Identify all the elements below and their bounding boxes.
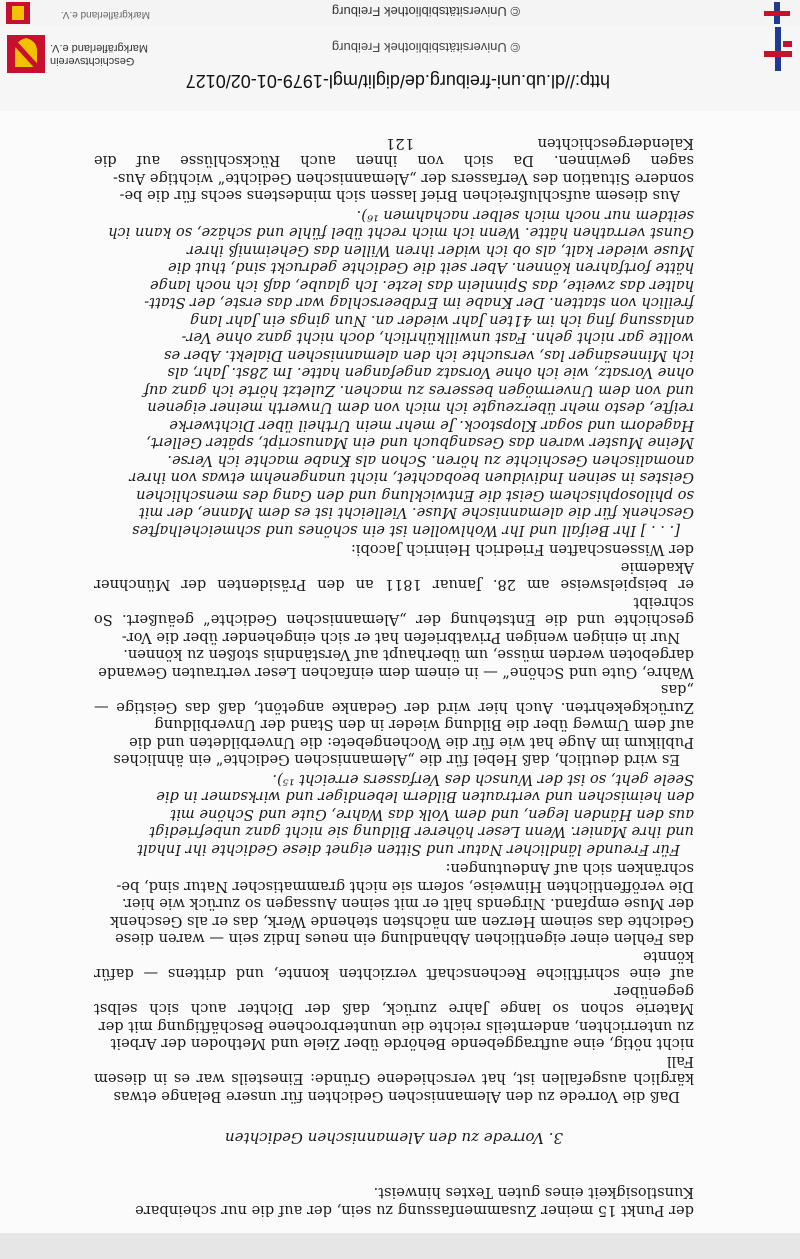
quote-line: freilich von statten. Der Knabe im Erdbeerschlag war das erste, der Statt- — [144, 294, 694, 312]
quote-line: [. . . ] Ihr Beifall und Ihr Wohlwollen ist ein schönes und schmeichelhaftes — [132, 522, 680, 539]
text-line: Daß die Vorrede zu den Alemannischen Gedichten für unsere Belange etwas — [113, 1088, 680, 1105]
scanned-page — [0, 26, 800, 1233]
text-line: Zurückgekehrten. Auch hier wird der Gedanke angetönt, daß das Geistige — „das — [94, 681, 694, 716]
society-name: Geschichtsverein Markgräflerland e.V. — [50, 42, 149, 67]
footer-ub-mark-icon — [764, 2, 790, 24]
quote-line: Muse wieder kalt, als ob ich wider ihren Willen das Geheimniß ihrer — [187, 242, 694, 259]
quote-line: und von dem Unvermögen besseres zu machen. Zuletzt hörte ich ganz auf — [143, 382, 694, 399]
text-line: das Fehlen einer eigentlichen Abhandlung ein neues Indiz sein — waren diese — [115, 930, 694, 948]
text-line: Materie schon so lange Jahre zurück, daß der Dichter auch sich selbst gegenüber — [94, 983, 694, 1018]
text-line: auf dem Umweg über die Bildung wieder in den Stand der Unverbildung — [154, 716, 694, 734]
text-line: sagen gewinnen. Da sich von ihnen auch Rückschlüsse auf die Kalendergeschichten — [94, 135, 694, 170]
page-number: 121 — [385, 135, 415, 153]
quote-line: und ihre Manier. Wenn Leser höherer Bildung sie nicht ganz unbefriedigt — [149, 823, 694, 841]
quote-line: ohne Vorsatz, wie ich ohne Vorsatz angefangen hatte. Im 28st. Jahr, als — [167, 364, 694, 382]
text-line: Nur in einigen wenigen Privatbriefen hat er sich eingehender über die Vor- — [121, 629, 680, 646]
text-line: der Punkt 15 meiner Zusammenfassung zu sein, der auf die nur scheinbare — [135, 1202, 694, 1219]
text-line: kärglich ausgefallen ist, hat verschiedene Gründe: Einesteils war es in diesem Fall — [94, 1053, 694, 1088]
quote-line: anlassung fing ich im 41ten Jahr wieder an. Nun gings ein Jahr lang — [190, 312, 694, 329]
text-line: zu unterrichten, andernteils reichte die ununterbrochene Beschäftigung mit der — [98, 1018, 694, 1035]
quote-line: hätte fortfahren können. Aber seit die Gedichte gedruckt sind, thut die — [168, 259, 694, 277]
text-line: Es wird deutlich, daß Hebel für die „Alemannischen Gedichte“ ein ähnliches — [113, 751, 680, 769]
text-line: Die veröffentlichten Hinweise, sofern sie nicht grammatischer Natur sind, be- — [116, 878, 694, 895]
text-line: geschichte und die Entstehung der „Alemannischen Gedichte“ geäußert. So schreibt — [94, 594, 694, 629]
text-line: dargeboten werden müsse, um überhaupt auf Verständnis stoßen zu können. — [123, 646, 694, 664]
permalink-url[interactable]: http://dl.ub.uni-freiburg.de/diglit/mgl-1979-01-02/0127 — [185, 71, 610, 91]
text-line: Publikum im Auge hat wie für die Wochengebete: die Unverbildeten und die — [129, 734, 694, 751]
quote-line: aus den Händen legen, und dem Volk das Wahre, Gute und Schöne mit — [170, 806, 694, 823]
section-heading: 3. Vorrede zu den Alemannischen Gedichten — [225, 1129, 564, 1147]
quote-line: Meine Muster waren das Gesangbuch und ein Manuscript, später Gellert, — [146, 434, 694, 452]
text-line: er beispielsweise am 28. Januar 1811 an den Präsidenten der Münchner Akademie — [94, 559, 694, 594]
quote-line: seitdem nur noch mich selber nachahmen ¹⁶). — [356, 207, 694, 224]
body-text — [94, 135, 694, 1106]
quote-line: Geschenk für die alemannische Muse. Vielleicht ist es dem Manne, der mit — [138, 504, 694, 522]
quote-line: so philosophischem Geist die Entwicklung und den Gang des menschlichen — [136, 487, 694, 504]
page-header-band — [0, 26, 800, 111]
coat-of-arms-icon — [7, 35, 45, 73]
text-line: auf eine schriftliche Rechenschaft verzichten konnte, und drittens — dafür könnte — [94, 948, 694, 983]
text-line: Gedichte das seinem Herzen am nächsten stehende Werk, das er als Geschenk — [110, 913, 694, 930]
quote-line: Für Freunde ländlicher Natur und Sitten eignet diese Gedichte ihr Inhalt — [137, 841, 680, 858]
quote-line: Seele geht, so ist der Wunsch des Verfassers erreicht ¹⁵). — [272, 771, 694, 788]
lead-paragraph — [94, 1184, 694, 1219]
quote-line: den heimischen und vertrauten Bildern lebendiger und wirksamer in die — [156, 788, 694, 806]
copyright-note: © Universitätsbibliothek Freiburg — [331, 40, 520, 55]
quote-line: anomalischen Geschichte zu hören. Schon als Knabe machte ich Verse. — [167, 452, 694, 469]
text-line: Aus diesem aufschlußreichen Brief lassen sich mindestens sechs für die be- — [119, 187, 680, 205]
quote-line: Hagedorn und sogar Klopstock. Je mehr mein Urtheil über Dichtwerke — [169, 417, 694, 434]
text-line: Kunstlosigkeit eines guten Textes hinweist. — [373, 1184, 694, 1202]
text-line: der Muse empfand. Nirgends hält er mit seinen Aussagen so zurück wie hier. — [121, 895, 694, 913]
ub-freiburg-mark-icon — [764, 27, 792, 71]
text-line: Wahre, Gute und Schöne“ — in einem dem einfachen Leser vertrauten Gewande — [98, 664, 694, 681]
quote-line: reifte, desto mehr überzeugte ich mich von dem Unwerth meiner eigenen — [147, 399, 694, 417]
quote-line: ich Minnesänger las, versuchte ich den alemannischen Dialekt. Aber es — [164, 347, 694, 364]
quote-line: wollte gar nicht gehn. Fast unwillkührlich, doch nicht ganz ohne Ver- — [181, 329, 694, 347]
quote-line: halter das zweite, das Spinnlein das lezte. Ich glaube, daß ich noch lange — [149, 277, 694, 294]
footer-copyright: © Universitätsbibliothek Freiburg — [331, 4, 520, 19]
quote-line: Gunst verrathen hätte. Wenn ich mich recht übel fühle und schäze, so kann ich — [108, 224, 694, 242]
footer-logo-icon — [6, 2, 30, 24]
footer-society-label: Markgräflerland e.V. — [60, 9, 150, 20]
text-line: schränken sich auf Andeutungen: — [445, 860, 694, 878]
quote-line: Geistes in seinen Individuen beobachtet, nicht unangenehm etwas von ihrer — [129, 469, 694, 487]
text-line: der Wissenschaften Friedrich Heinrich Jacobi: — [350, 541, 694, 559]
text-line: nicht nötig, eine auftraggebende Behörde über Ziele und Methoden der Arbeit — [110, 1035, 694, 1053]
text-line: sondere Situation des Verfassers der „Alemannischen Gedichte“ wichtige Aus- — [112, 170, 694, 187]
viewer-footer-strip — [0, 0, 800, 27]
